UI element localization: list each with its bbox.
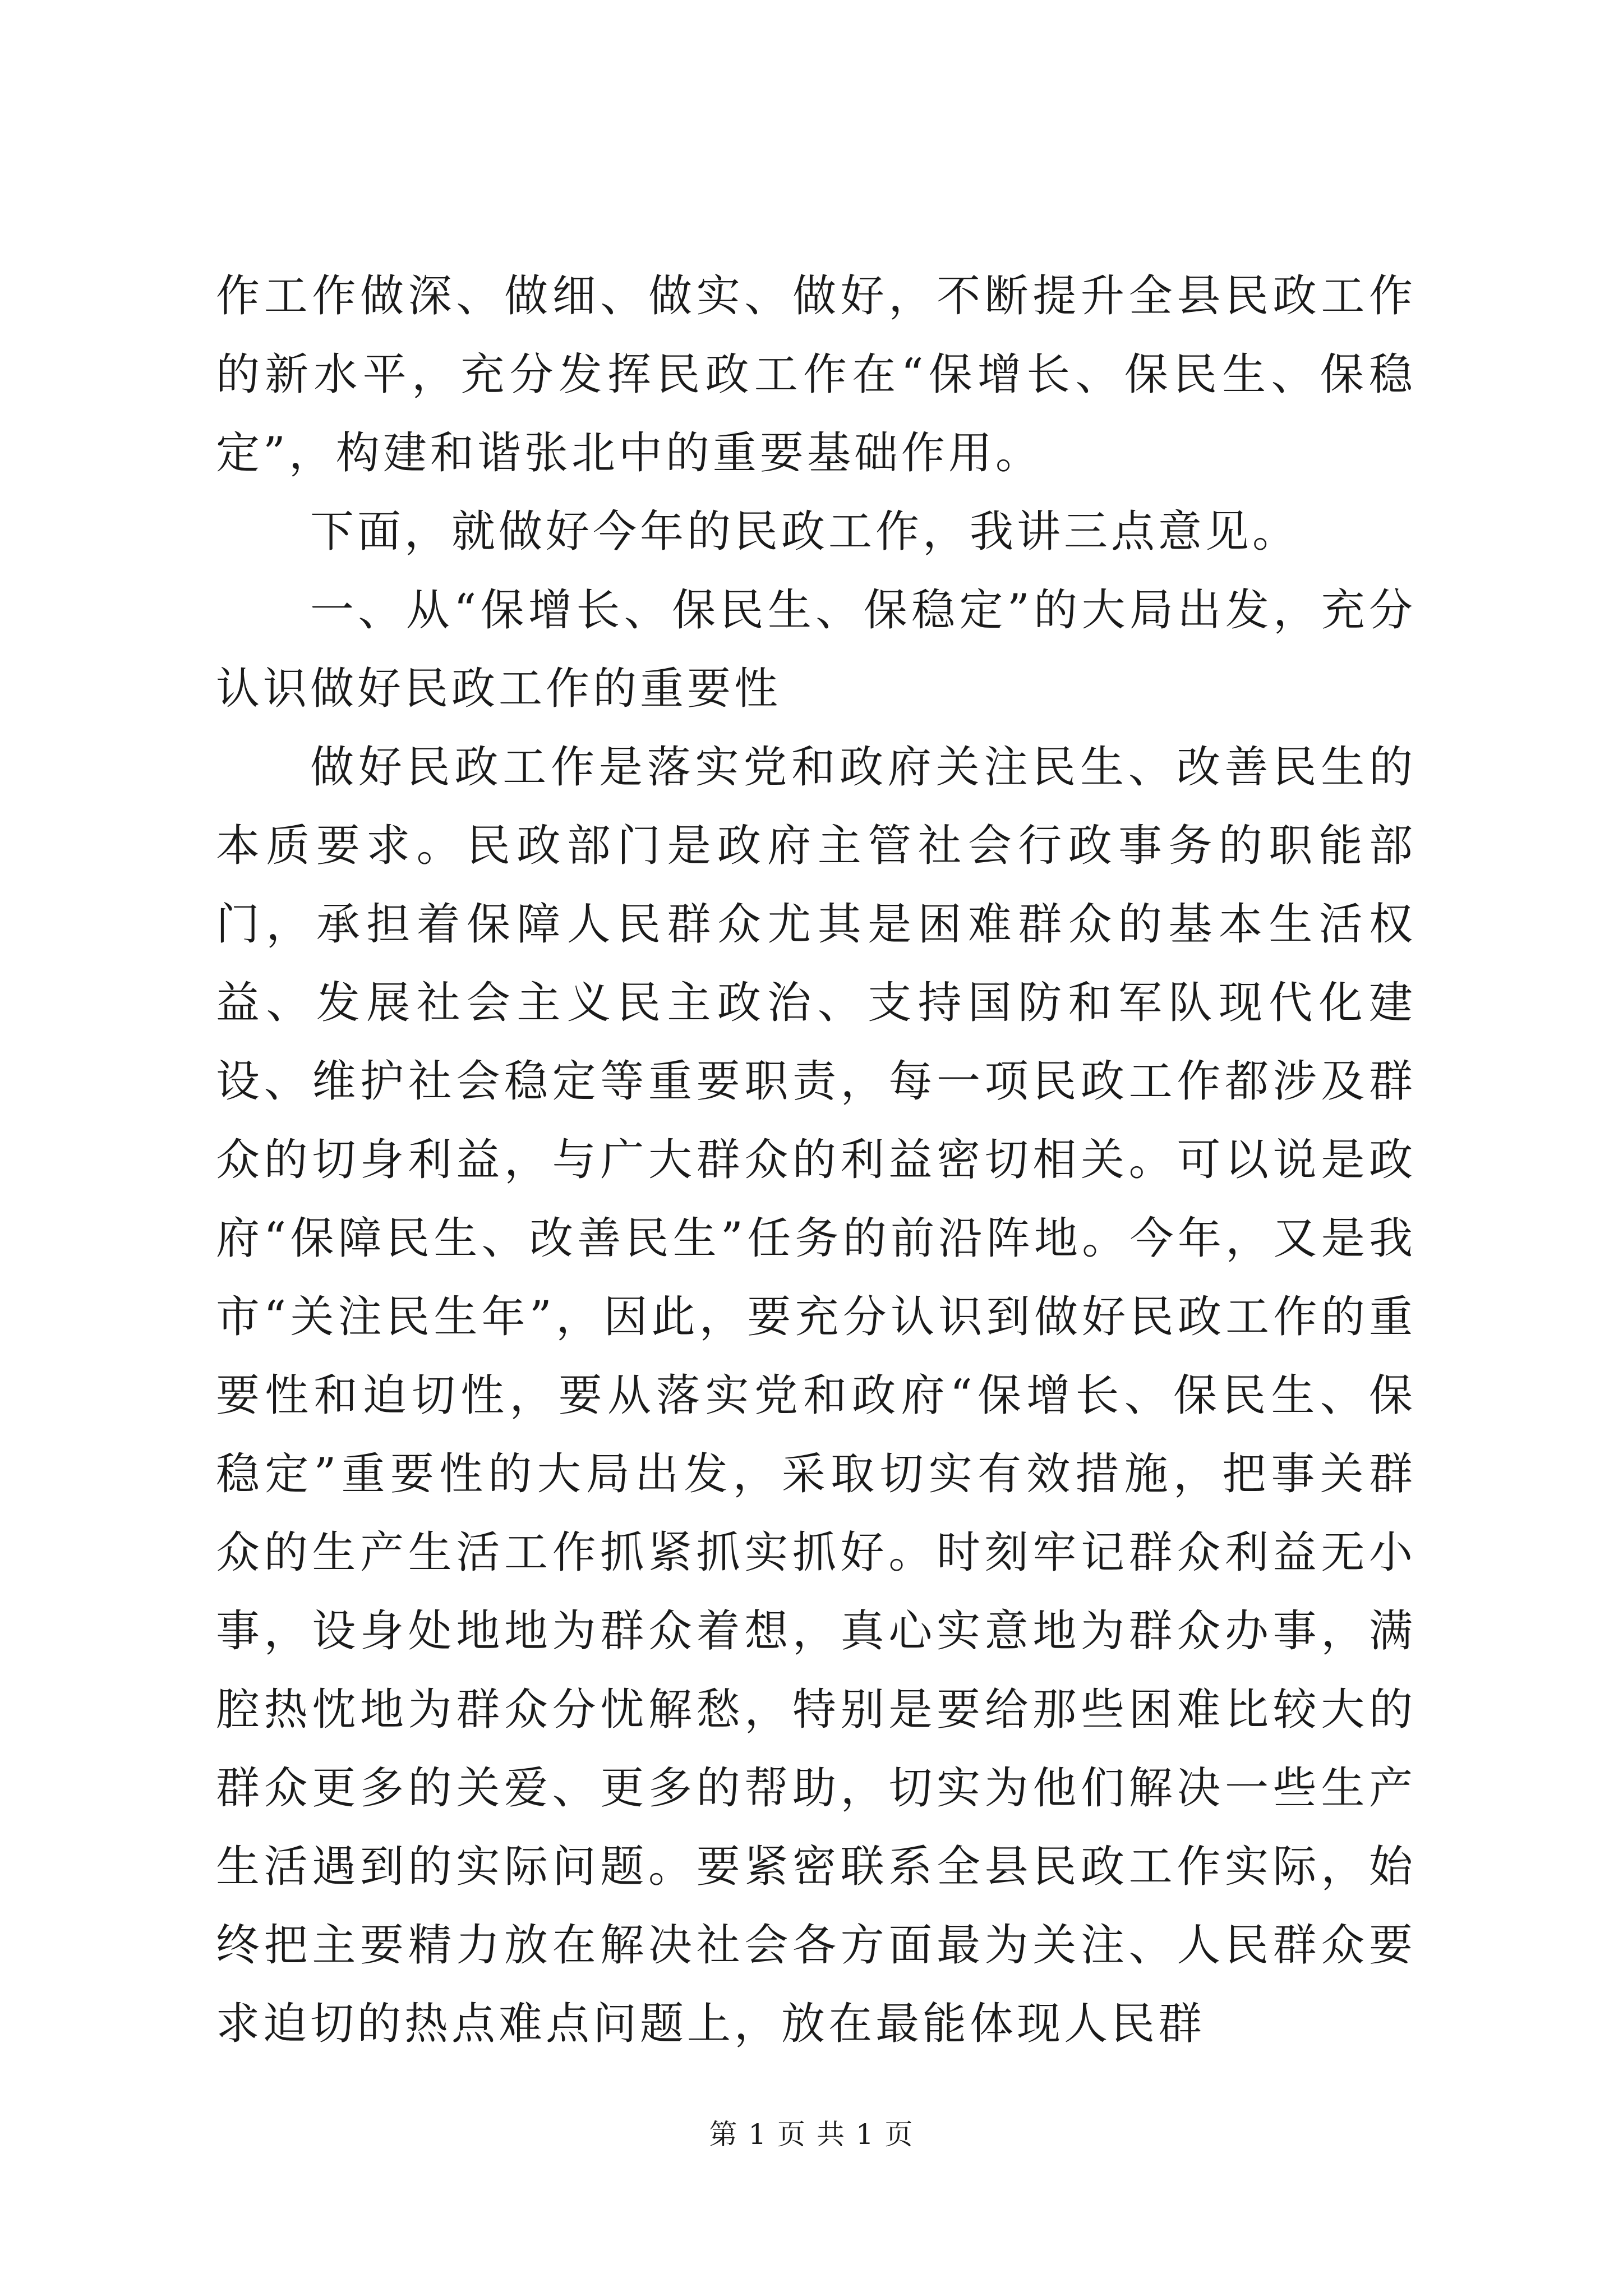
section-heading: 一、从“保增长、保民生、保稳定”的大局出发，充分认识做好民政工作的重要性 (216, 585, 1416, 714)
page-number-label: 第 1 页 共 1 页 (709, 2118, 914, 2151)
paragraph-2: 下面，就做好今年的民政工作，我讲三点意见。 (310, 507, 1300, 557)
paragraph-1: 作工作做深、做细、做实、做好，不断提升全县民政工作的新水平，充分发挥民政工作在“保增长、保民生、保稳定”，构建和谐张北中的重要基础作用。 (216, 271, 1416, 478)
document-body (216, 257, 1416, 2063)
page-footer (0, 2118, 1623, 2151)
paragraph-3: 做好民政工作是落实党和政府关注民生、改善民生的本质要求。民政部门是政府主管社会行政事务的职能部门，承担着保障人民群众尤其是困难群众的基本生活权益、发展社会主义民主政治、支持国防和军队现代化建设、维护社会稳定等重要职责，每一项民政工作都涉及群众的切身利益，与广大群众的利益密切相关。可以说是政府“保障民生、改善民生”任务的前沿阵地。今年，又是我市“关注民生年”，因此，要充分认识到做好民政工作的重要性和迫切性，要从落实党和政府“保增长、保民生、保稳定”重要性的大局出发，采取切实有效措施，把事关群众的生产生活工作抓紧抓实抓好。时刻牢记群众利益无小事，设身处地地为群众着想，真心实意地为群众办事，满腔热忱地为群众分忧解愁，特别是要给那些困难比较大的群众更多的关爱、更多的帮助，切实为他们解决一些生产生活遇到的实际问题。要紧密联系全县民政工作实际，始终把主要精力放在解决社会各方面最为关注、人民群众要求迫切的热点难点问题上，放在最能体现人民群 (216, 742, 1416, 2049)
